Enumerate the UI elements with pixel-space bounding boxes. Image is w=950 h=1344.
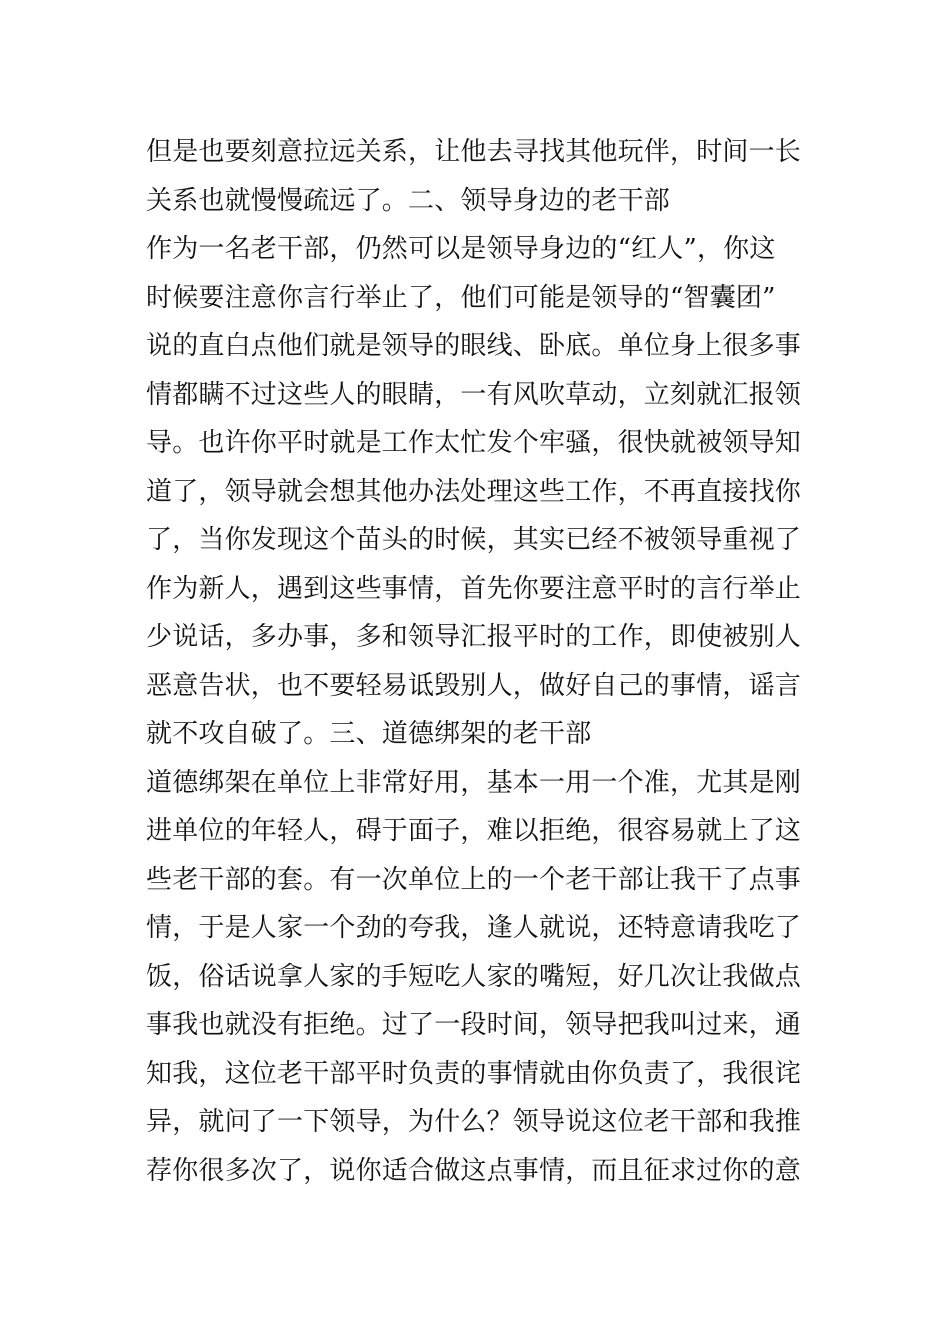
text-line-16: 些老干部的套。有一次单位上的一个老干部让我干了点事 xyxy=(146,864,802,895)
text-line-9: 了，当你发现这个苗头的时候，其实已经不被领导重视了 xyxy=(146,525,802,555)
text-line-1: 但是也要刻意拉远关系，让他去寻找其他玩伴，时间一长 xyxy=(146,137,802,167)
text-line-17: 情，于是人家一个劲的夸我，逢人就说，还特意请我吃了 xyxy=(146,913,802,943)
body-text xyxy=(146,128,826,1195)
text-line-14: 道德绑架在单位上非常好用，基本一用一个准，尤其是刚 xyxy=(146,767,802,798)
text-line-6: 情都瞒不过这些人的眼睛，一有风吹草动，立刻就汇报领 xyxy=(146,379,802,410)
text-line-11: 少说话，多办事，多和领导汇报平时的工作，即使被别人 xyxy=(146,622,802,652)
text-line-10: 作为新人，遇到这些事情，首先你要注意平时的言行举止 xyxy=(146,573,802,604)
text-line-3: 作为一名老干部，仍然可以是领导身边的“红人”，你这 xyxy=(146,234,776,264)
text-line-2: 关系也就慢慢疏远了。二、领导身边的老干部 xyxy=(146,185,671,216)
text-line-4: 时候要注意你言行举止了，他们可能是领导的“智囊团” xyxy=(146,282,776,313)
text-line-20: 知我，这位老干部平时负责的事情就由你负责了，我很诧 xyxy=(146,1058,802,1089)
text-line-18: 饭，俗话说拿人家的手短吃人家的嘴短，好几次让我做点 xyxy=(146,961,802,992)
text-line-7: 导。也许你平时就是工作太忙发个牢骚，很快就被领导知 xyxy=(146,428,802,458)
text-line-13: 就不攻自破了。三、道德绑架的老干部 xyxy=(146,719,592,749)
text-line-22: 荐你很多次了，说你适合做这点事情，而且征求过你的意 xyxy=(146,1155,802,1186)
text-line-12: 恶意告状，也不要轻易诋毁别人，做好自己的事情，谣言 xyxy=(146,670,802,701)
text-line-19: 事我也就没有拒绝。过了一段时间，领导把我叫过来，通 xyxy=(146,1010,802,1040)
text-line-5: 说的直白点他们就是领导的眼线、卧底。单位身上很多事 xyxy=(146,331,802,361)
text-line-8: 道了，领导就会想其他办法处理这些工作，不再直接找你 xyxy=(146,476,802,507)
text-line-21: 异，就问了一下领导，为什么？领导说这位老干部和我推 xyxy=(146,1107,802,1137)
text-line-15: 进单位的年轻人，碍于面子，难以拒绝，很容易就上了这 xyxy=(146,816,802,846)
